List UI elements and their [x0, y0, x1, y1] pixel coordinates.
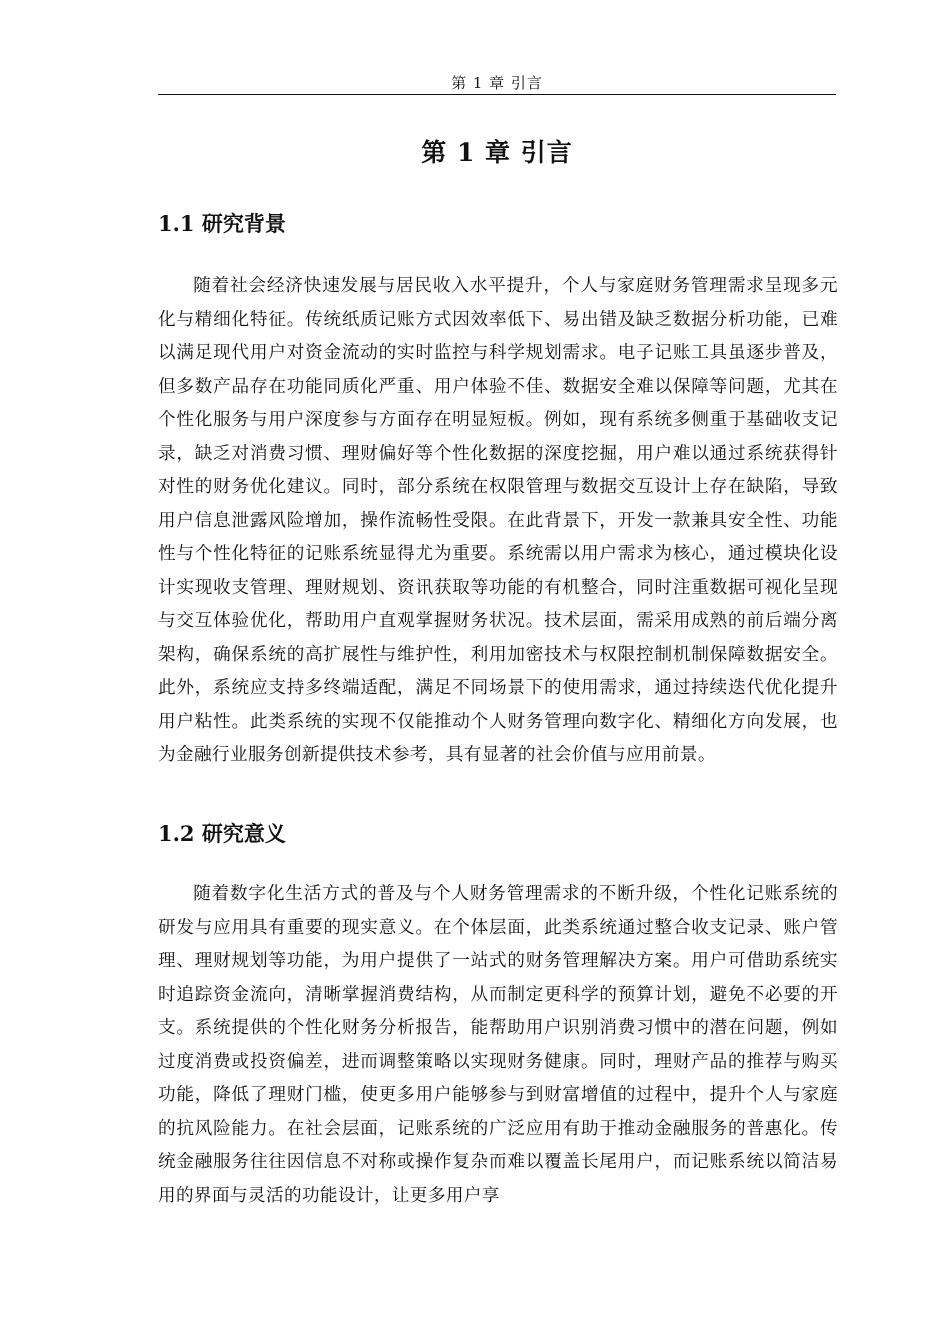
section-heading-research-background: 1.1 研究背景: [158, 211, 286, 236]
chapter-title: 第 1 章 引言: [421, 138, 573, 167]
paragraph-research-background: 随着社会经济快速发展与居民收入水平提升，个人与家庭财务管理需求呈现多元化与精细化特征。传统纸质记账方式因效率低下、易出错及缺乏数据分析功能，已难以满足现代用户对资金流动的实时监控与科学规划需求。电子记账工具虽逐步普及，但多数产品存在功能同质化严重、用户体验不佳、数据安全难以保障等问题，尤其在个性化服务与用户深度参与方面存在明显短板。例如，现有系统多侧重于基础收支记录，缺乏对消费习惯、理财偏好等个性化数据的深度挖掘，用户难以通过系统获得针对性的财务优化建议。同时，部分系统在权限管理与数据交互设计上存在缺陷，导致用户信息泄露风险增加，操作流畅性受限。在此背景下，开发一款兼具安全性、功能性与个性化特征的记账系统显得尤为重要。系统需以用户需求为核心，通过模块化设计实现收支管理、理财规划、资讯获取等功能的有机整合，同时注重数据可视化呈现与交互体验优化，帮助用户直观掌握财务状况。技术层面，需采用成熟的前后端分离架构，确保系统的高扩展性与维护性，利用加密技术与权限控制机制保障数据安全。此外，系统应支持多终端适配，满足不同场景下的使用需求，通过持续迭代优化提升用户粘性。此类系统的实现不仅能推动个人财务管理向数字化、精细化方向发展，也为金融行业服务创新提供技术参考，具有显著的社会价值与应用前景。: [158, 276, 838, 765]
paragraph-research-significance: 随着数字化生活方式的普及与个人财务管理需求的不断升级，个性化记账系统的研发与应用具有重要的现实意义。在个体层面，此类系统通过整合收支记录、账户管理、理财规划等功能，为用户提供了一站式的财务管理解决方案。用户可借助系统实时追踪资金流向，清晰掌握消费结构，从而制定更科学的预算计划，避免不必要的开支。系统提供的个性化财务分析报告，能帮助用户识别消费习惯中的潜在问题，例如过度消费或投资偏差，进而调整策略以实现财务健康。同时，理财产品的推荐与购买功能，降低了理财门槛，使更多用户能够参与到财富增值的过程中，提升个人与家庭的抗风险能力。在社会层面，记账系统的广泛应用有助于推动金融服务的普惠化。传统金融服务往往因信息不对称或操作复杂而难以覆盖长尾用户，而记账系统以简洁易用的界面与灵活的功能设计，让更多用户享: [158, 884, 838, 1206]
section-heading-research-significance: 1.2 研究意义: [158, 821, 286, 846]
running-header: 第 1 章 引言: [451, 74, 543, 92]
header-rule: [158, 94, 836, 95]
